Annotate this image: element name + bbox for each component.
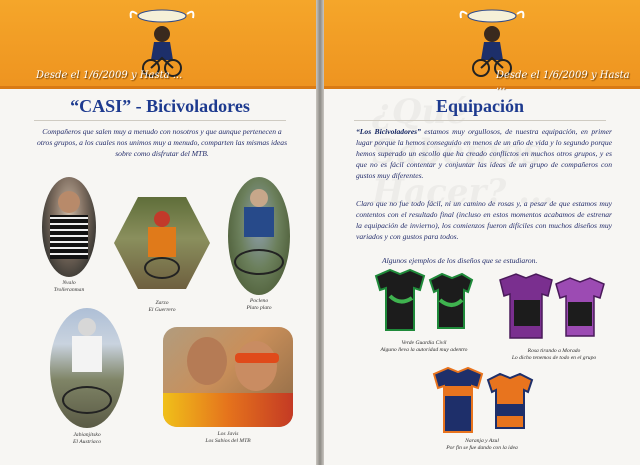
member-photo-zarzo (114, 197, 210, 289)
caption-zarzo (122, 300, 202, 314)
header-tagline: Desde el 1/6/2009 y Hasta ... (496, 70, 630, 92)
caption-los-javis (188, 431, 268, 445)
page-title: “CASI” - Bicivoladores (70, 96, 250, 116)
caption-name: Jabianjitsko (73, 432, 101, 438)
jersey-comment: Alguno lleva la autoridad muy adentro (380, 347, 468, 353)
equipment-paragraph-3: Algunos ejemplos de los diseños que se estudiaron. (382, 256, 538, 265)
member-photo-pocleno (228, 177, 290, 295)
jersey-comment: Por fin se fue dando con la idea (446, 445, 518, 451)
caption-nickname: Los Sabios del MTB (205, 438, 251, 444)
header-rule (0, 86, 320, 89)
caption-name: Nvalo (62, 280, 76, 286)
jersey-name: Verde Guardia Civil (401, 340, 447, 346)
caption-nickname: Plato plato (246, 305, 272, 311)
caption-green-jersey (364, 340, 484, 354)
caption-name: Pocleno (249, 298, 269, 304)
page-spine (316, 0, 324, 465)
purple-jersey-design (496, 270, 606, 344)
caption-nickname: El Guerrero (148, 307, 176, 313)
jersey-comment: Lo dicho tenemos de todo en el grupo (511, 355, 597, 361)
member-photo-nvalo (42, 177, 96, 277)
paragraph-text: estamos muy orgullosos, de nuestra equipación, en primer lugar porque la hemos conseguido en menos de un año de vida y lo segundo porque hemos superado un escollo que ha creado conflictos en muchos otros grupos, y es que no es fácil contentar y conjuntar las ideas de un grupo de compañeros con gustos muy diferentes. (356, 127, 612, 180)
orange-blue-jersey-design (430, 364, 534, 436)
caption-name: Los Javis (217, 431, 239, 437)
title-underline (354, 120, 606, 121)
member-photo-jabianjitsko (50, 308, 124, 428)
equipment-paragraph-1 (356, 126, 612, 181)
header-tagline: Desde el 1/6/2009 y Hasta ... (36, 70, 183, 81)
caption-nickname: El Austriaco (72, 439, 102, 445)
caption-jabianjitsko (50, 432, 124, 446)
caption-name: Zarzo (155, 300, 169, 306)
equipment-paragraph-2: Claro que no fue todo fácil, ni un camino de rosas y, a pesar de que estamos muy contentos con el resultado final (incluso en estos momentos acabamos de estrenar la equipación de invierno), los comienzos fueron difíciles con muchos diseños muy variados y con gustos para todos. (356, 199, 612, 241)
jersey-name: Rosa tirando a Morado (527, 348, 581, 354)
caption-orange-blue-jersey (420, 438, 544, 452)
caption-nickname: Trolleranman (53, 287, 85, 293)
group-name-strong: “Los Bicivoladores” (356, 127, 421, 136)
title-underline (34, 120, 286, 121)
caption-nvalo (34, 280, 104, 294)
jersey-name: Naranja y Azul (465, 438, 499, 444)
page-title: Equipación (435, 96, 525, 116)
right-page (320, 0, 640, 465)
caption-purple-jersey (496, 348, 612, 362)
member-photo-los-javis (163, 327, 293, 427)
green-jersey-design (368, 266, 478, 338)
intro-paragraph: Compañeros que salen muy a menudo con nosotros y que aunque pertenecen a otros grupos, a los cuales nos unimos muy a menudo, comparten las mismas ideas sobre como disfrutar del MTB. (36, 127, 288, 158)
caption-pocleno (224, 298, 294, 312)
